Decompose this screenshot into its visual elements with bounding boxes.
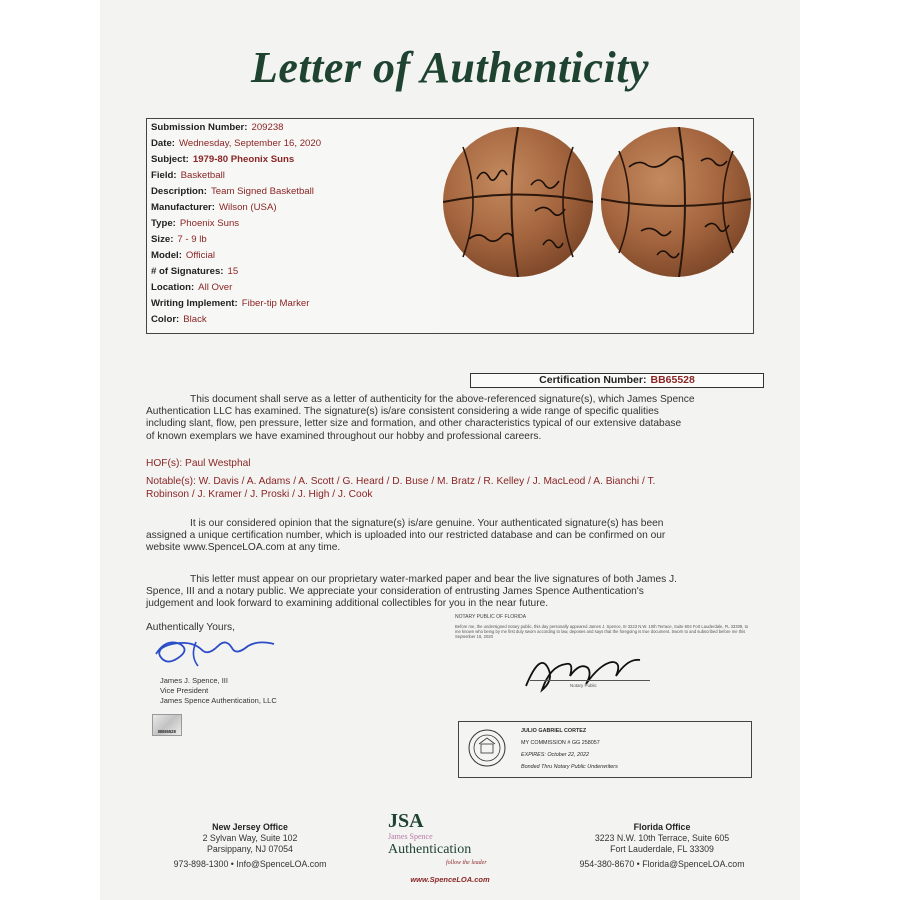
notables-line: Robinson / J. Kramer / J. Proski / J. High / J. Cook — [146, 488, 373, 500]
hof-line: HOF(s): Paul Westphal — [146, 458, 251, 469]
paragraph-line: Spence, III and a notary public. We appreciate your consideration of entrusting James Spence Authentication's — [146, 586, 644, 598]
info-row-writing-implement: Writing Implement: Fiber-tip Marker — [151, 298, 310, 309]
spence-signature — [150, 632, 290, 672]
jsa-website: www.SpenceLOA.com — [410, 875, 490, 884]
info-row-description: Description: Team Signed Basketball — [151, 186, 314, 197]
notary-signature — [518, 646, 668, 698]
jsa-logo-tagline: follow the leader — [446, 860, 487, 866]
office-address: 3223 N.W. 10th Terrace, Suite 605 — [594, 833, 730, 843]
paragraph-line: This document shall serve as a letter of authenticity for the above-referenced signature(s), which James Spence — [190, 394, 695, 405]
paragraph-line: of known exemplars we have examined throughout our hobby and professional careers. — [146, 430, 542, 442]
office-heading: Florida Office — [633, 822, 691, 832]
basketball-photo-back — [601, 127, 751, 277]
info-row-color: Color: Black — [151, 314, 207, 325]
new-jersey-office — [150, 822, 350, 870]
office-heading: New Jersey Office — [212, 822, 288, 832]
jsa-logo-line1: James Spence — [388, 832, 433, 841]
closing-text: Authentically Yours, — [146, 622, 235, 633]
info-row-field: Field: Basketball — [151, 170, 225, 181]
info-row-subject: Subject: 1979-80 Pheonix Suns — [151, 154, 295, 165]
info-row-type: Type: Phoenix Suns — [151, 218, 240, 229]
paragraph-line: This letter must appear on our proprietary water-marked paper and bear the live signatures of both James J. — [190, 574, 677, 585]
jsa-logo — [370, 808, 530, 874]
certification-value: BB65528 — [650, 374, 695, 386]
notary-stamp — [458, 721, 752, 778]
stamp-name: JULIO GABRIEL CORTEZ — [521, 728, 587, 734]
stamp-bonded: Bonded Thru Notary Public Underwriters — [521, 764, 618, 770]
info-row-date: Date: Wednesday, September 16, 2020 — [151, 138, 322, 149]
office-city: Parsippany, NJ 07054 — [207, 844, 293, 854]
paragraph-line: website www.SpenceLOA.com at any time. — [146, 542, 341, 554]
paragraph-watermark — [146, 574, 677, 611]
paragraph-opinion — [146, 518, 666, 555]
stamp-commission: MY COMMISSION # GG 258057 — [521, 740, 600, 746]
stamp-expires: EXPIRES: October 22, 2022 — [521, 752, 590, 758]
certification-number-box — [470, 373, 764, 388]
info-row-model: Model: Official — [151, 250, 216, 261]
certification-label: Certification Number: — [539, 374, 647, 386]
paragraph-line: including slant, flow, pen pressure, letter size and formation, and other characteristics typical of our extensive database — [146, 418, 682, 430]
office-address: 2 Sylvan Way, Suite 102 — [202, 833, 298, 843]
jsa-logo-line2: Authentication — [388, 842, 472, 857]
office-contact: 954-380-8670 • Florida@SpenceLOA.com — [579, 859, 745, 869]
notary-heading: NOTARY PUBLIC OF FLORIDA — [455, 614, 527, 620]
paragraph-line: assigned a unique certification number, which is uploaded into our restricted database and can be confirmed on our — [146, 530, 666, 542]
paragraph-line: It is our considered opinion that the signature(s) is/are genuine. Your authenticated signature(s) has been — [190, 518, 664, 529]
document-title: Letter of Authenticity — [251, 43, 649, 92]
office-city: Fort Lauderdale, FL 33309 — [610, 844, 714, 854]
paragraph-authenticity — [146, 394, 695, 443]
info-row-manufacturer: Manufacturer: Wilson (USA) — [151, 202, 277, 213]
notary-seal-icon — [467, 728, 507, 768]
notables-list — [146, 476, 756, 501]
info-row-submission: Submission Number: 209238 — [151, 122, 284, 133]
jsa-logo-letters: JSA — [388, 810, 424, 832]
hologram-serial: BB65528 — [158, 729, 176, 734]
paragraph-line: Authentication LLC has examined. The signature(s) is/are consistent considering a wide range of specific qualities — [146, 406, 659, 418]
info-row-location: Location: All Over — [151, 282, 233, 293]
paragraph-line: judgement and look forward to examining additional collectibles for you in the near future. — [146, 598, 549, 610]
submission-info-box — [146, 118, 434, 334]
notary-text: Before me, the undersigned notary public, this day personally appeared James J. Spence, III 3223 N.W. 10th Terrace, Suite 604 Fort Lauderdale, FL 33309, to me known who being by me first duly sworn according to law, deposes and says that the foregoing is true document. Sworn to and subscribed before me this September 16, 2020 — [455, 624, 749, 640]
notary-signature-line — [530, 680, 650, 681]
office-contact: 973-898-1300 • Info@SpenceLOA.com — [173, 859, 327, 869]
signer-name: James J. Spence, III — [160, 676, 228, 685]
florida-office — [562, 822, 762, 870]
signer-company: James Spence Authentication, LLC — [160, 696, 277, 705]
notary-role: Notary Public — [570, 683, 597, 688]
info-row-size: Size: 7 - 9 lb — [151, 234, 207, 245]
notables-line: Notable(s): W. Davis / A. Adams / A. Scott / G. Heard / D. Buse / M. Bratz / R. Kelley / J. MacLeod / A. Bianchi / T. — [146, 476, 656, 487]
basketball-photo-front — [443, 127, 593, 277]
jsa-hologram-sticker — [152, 714, 182, 736]
info-row-signature-count: # of Signatures: 15 — [151, 266, 239, 277]
basketball-photos — [433, 118, 754, 334]
signer-title: Vice President — [160, 686, 209, 695]
